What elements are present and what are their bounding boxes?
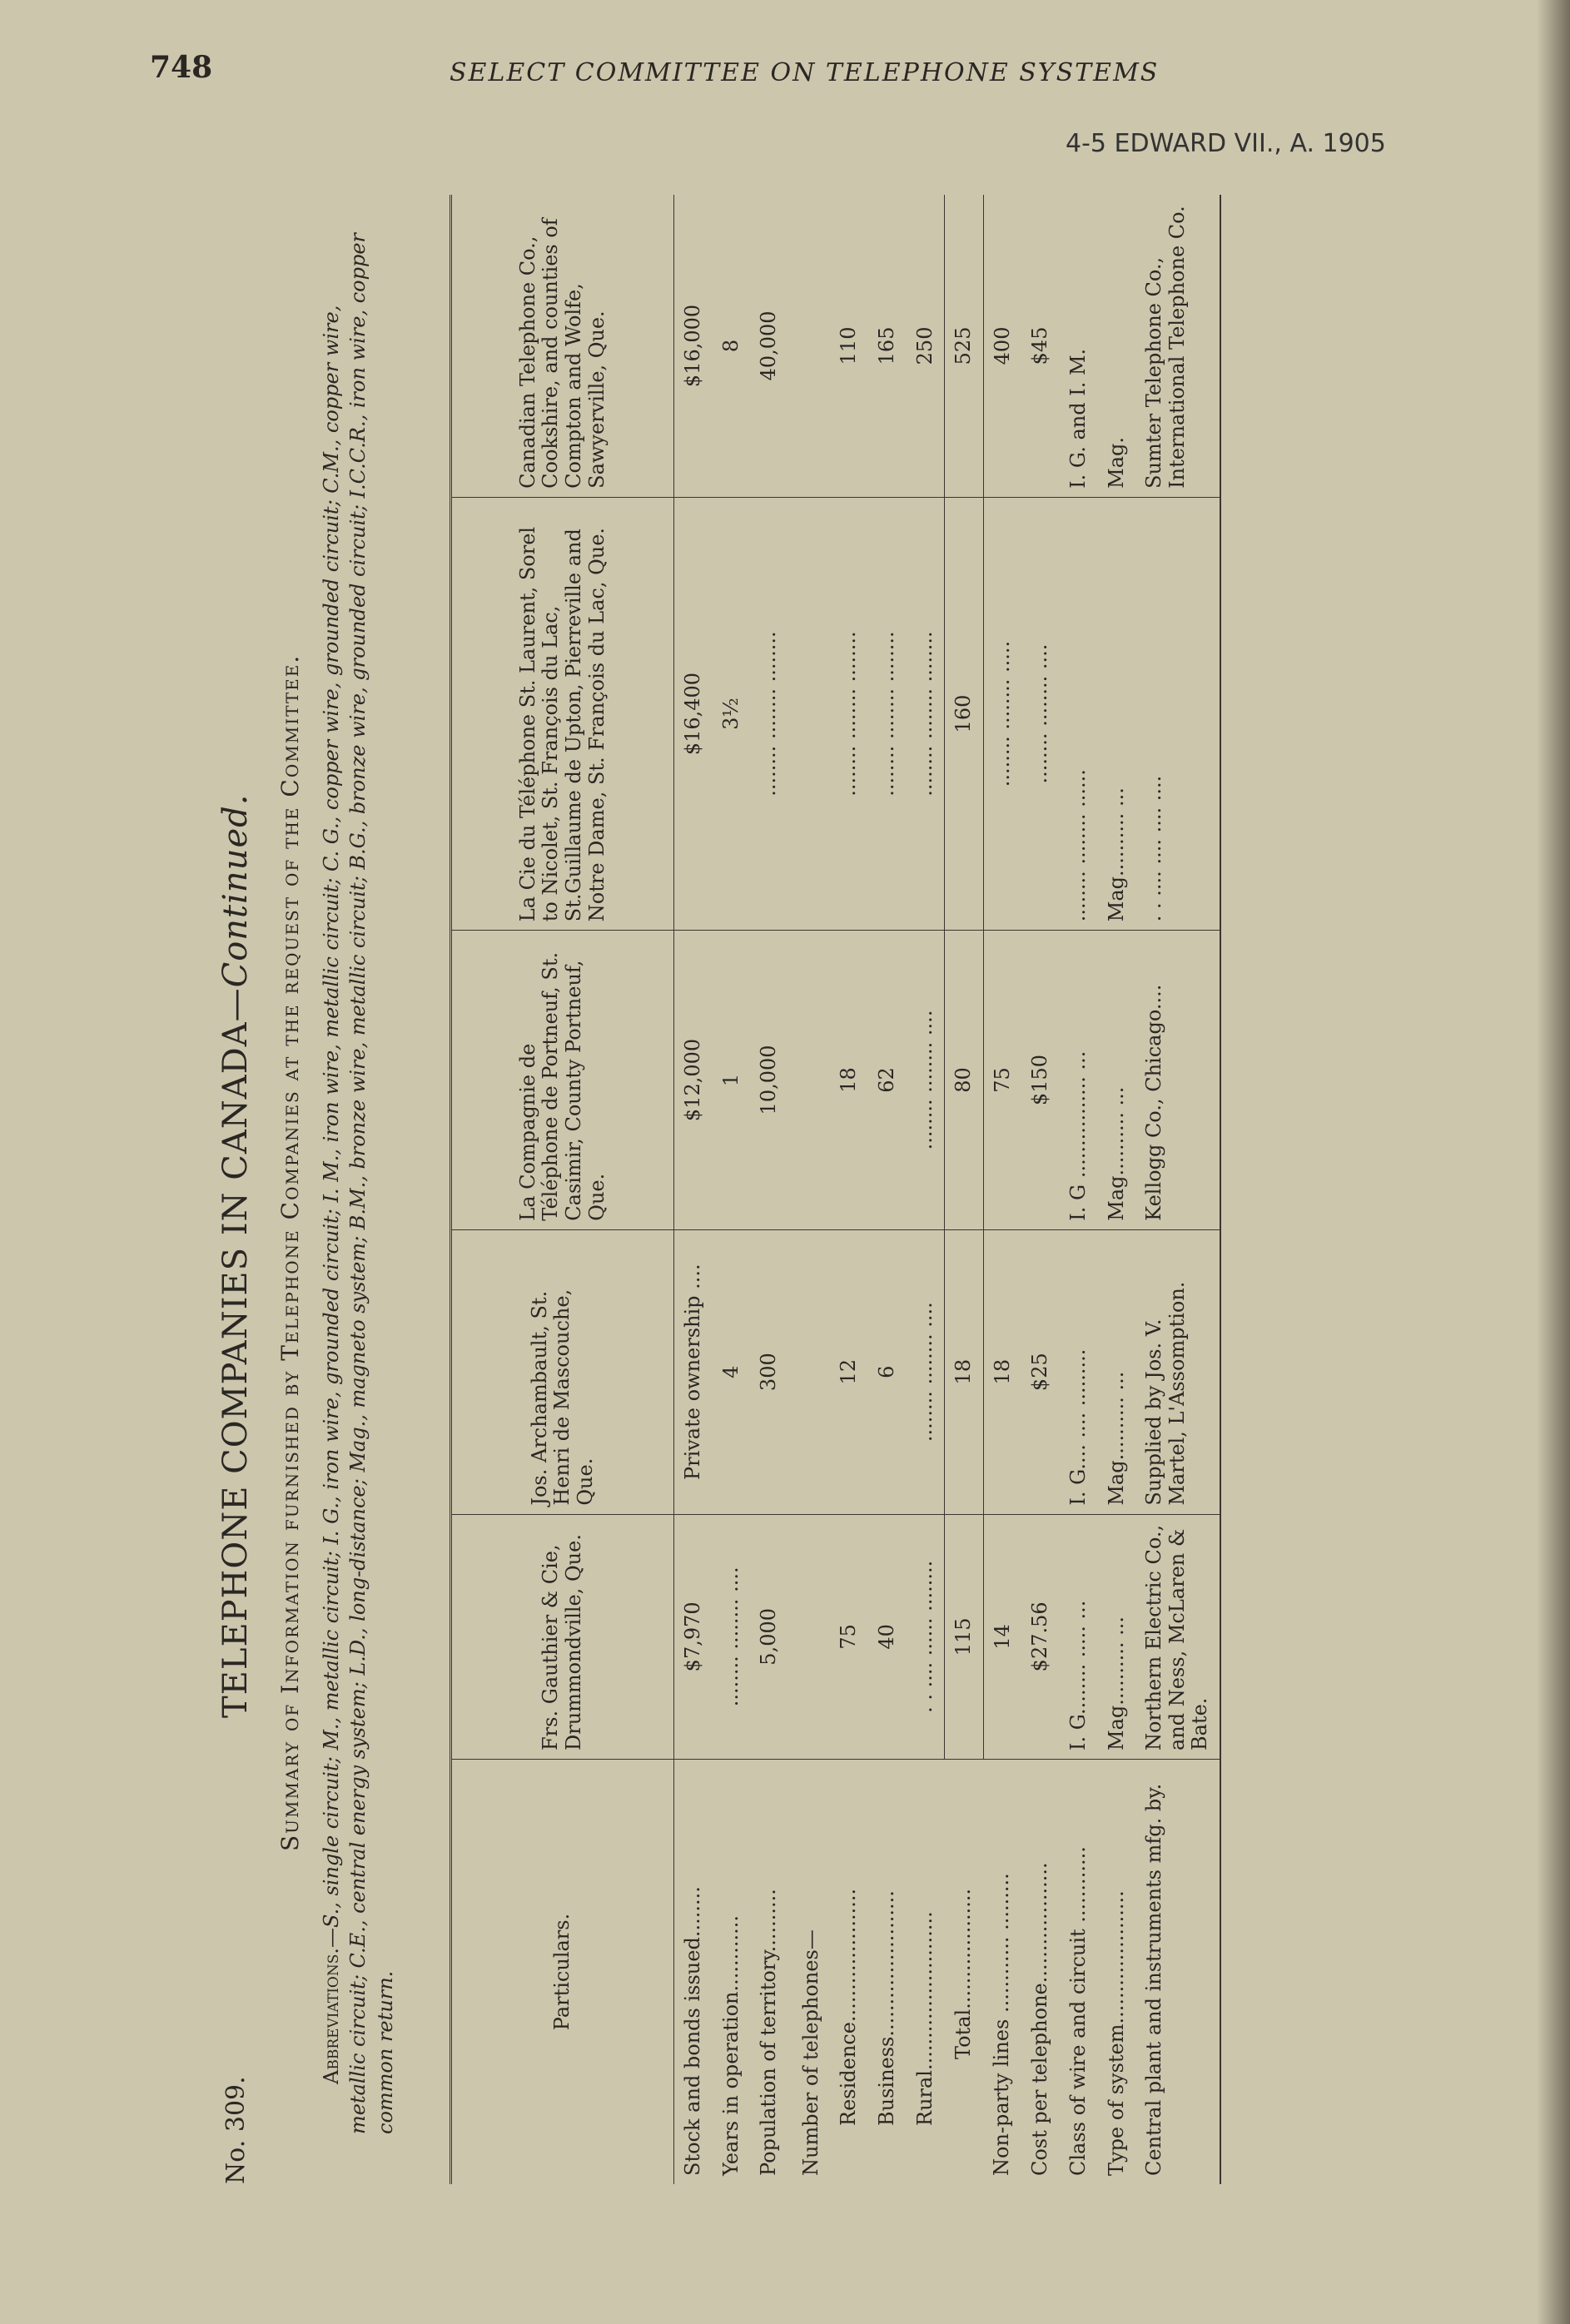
table-cell: 14 (983, 1514, 1021, 1759)
table-cell: 250 (907, 195, 945, 497)
title-main: TELEPHONE COMPANIES IN CANADA— (216, 987, 255, 1718)
row-label: Class of wire and circuit ............ (1066, 1846, 1090, 2176)
table-cell: 160 (945, 497, 984, 930)
table-cell (788, 931, 831, 1229)
table-cell: $16,000 (674, 195, 713, 497)
table-cell: Mag.......... ... (1098, 1514, 1136, 1759)
table-cell: . . .... .... .... .... (1135, 497, 1220, 930)
row-label: Cost per telephone................... (1028, 1862, 1052, 2176)
table-cell: Mag.......... ... (1098, 1229, 1136, 1514)
table-cell: . . .... ...... ........ (907, 1514, 945, 1759)
table-cell: 115 (945, 1514, 984, 1759)
table-cell: ........ ........ .... (907, 931, 945, 1229)
table-cell: 62 (868, 931, 907, 1229)
column-header-particulars: Particulars. (451, 1760, 674, 2185)
table-cell: 8 (713, 195, 751, 497)
table-cell: Mag.......... ... (1098, 931, 1136, 1229)
table-cell: I. G.... .... ......... (1060, 1229, 1098, 1514)
row-group-label: Number of telephones— (798, 1929, 822, 2176)
document-title (216, 794, 255, 1718)
table-cell: ........ ........ ........ (750, 497, 788, 930)
row-label: Rural......................... (912, 1911, 937, 2126)
table-cell: $16,400 (674, 497, 713, 930)
table-cell: ........ ........ .... (907, 1229, 945, 1514)
table-cell: Northern Electric Co., and Ness, McLaren & Bate. (1135, 1514, 1220, 1759)
table-cell: ........ ........ ........ (907, 497, 945, 930)
table-header-row (451, 195, 674, 2184)
table-cell: 12 (830, 1229, 868, 1514)
table-cell: 40,000 (750, 195, 788, 497)
table-cell: $25 (1021, 1229, 1060, 1514)
row-label: Business....................... (874, 1890, 898, 2126)
table-cell: 80 (945, 931, 984, 1229)
table-cell: Kellogg Co., Chicago.... (1135, 931, 1220, 1229)
table-cell (788, 497, 831, 930)
table-cell: Private ownership .... (674, 1229, 713, 1514)
column-header-company: Jos. Archambault, St. Henri de Mascouche, Que. (451, 1229, 674, 1514)
table-cell: ........ ........ ...... (1060, 497, 1098, 930)
table-row (868, 195, 907, 2184)
row-label: Population of territory.......... (757, 1889, 781, 2176)
row-label: Stock and bonds issued........ (681, 1886, 704, 2176)
table-cell: ........ ........ ..... (983, 497, 1021, 930)
row-label: Type of system..................... (1104, 1890, 1128, 2176)
session-info: 4-5 EDWARD VII., A. 1905 (1066, 129, 1386, 158)
row-label: Non-party lines ............ ......... (990, 1873, 1014, 2176)
table-cell (788, 1514, 831, 1759)
table-cell: Mag.......... ... (1098, 497, 1136, 930)
document-number: No. 309. (221, 2076, 251, 2184)
table-cell: $150 (1021, 931, 1060, 1229)
table-cell: 300 (750, 1229, 788, 1514)
abbreviations-text: —S., single circuit; M., metallic circuit; I. G., iron wire, grounded circuit; I. M., iron wire, metallic circuit; C. G., copper wire, grounded circuit; C.M., copper wire, metallic circuit; C.E., central energy system; L.D., long-distance; Mag., magneto system; B.M., bronze wire, metallic circuit; B.G., bronze wire, grounded circuit; I.C.C.R., iron wire, copper common return. (320, 232, 397, 2134)
table-row (907, 195, 945, 2184)
table-cell: 1 (713, 931, 751, 1229)
table-cell (788, 1229, 831, 1514)
column-header-company: Frs. Gauthier & Cie, Drummondville, Que. (451, 1514, 674, 1759)
column-header-company: Canadian Telephone Co., Cookshire, and counties of Compton and Wolfe, Sawyerville, Que. (451, 195, 674, 497)
table-cell: $12,000 (674, 931, 713, 1229)
rotated-table-block (201, 170, 1500, 2184)
table-cell: 4 (713, 1229, 751, 1514)
table-cell: Sumter Telephone Co., International Telephone Co. (1135, 195, 1220, 497)
table-cell: $7,970 (674, 1514, 713, 1759)
table-cell: $45 (1021, 195, 1060, 497)
running-title: SELECT COMMITTEE ON TELEPHONE SYSTEMS (450, 58, 1160, 87)
table-cell: 6 (868, 1229, 907, 1514)
table-row (1098, 195, 1136, 2184)
table-cell: I. G........ ..... ... (1060, 1514, 1098, 1759)
table-cell: 165 (868, 195, 907, 497)
table-cell: 18 (945, 1229, 984, 1514)
title-continued: Continued. (216, 793, 255, 988)
row-label: Residence..................... (837, 1888, 861, 2126)
summary-table (450, 195, 1221, 2184)
row-label: Central plant and instruments mfg. by. (1142, 1783, 1166, 2176)
table-row (830, 195, 868, 2184)
table-row (713, 195, 751, 2184)
table-cell: 10,000 (750, 931, 788, 1229)
column-header-company: La Cie du Téléphone St. Laurent, Sorel to Nicolet, St. François du Lac, St.Guillaume de Upton, Pierreville and Notre Dame, St. François du Lac, Que. (451, 497, 674, 930)
table-cell: 5,000 (750, 1514, 788, 1759)
table-cell: 75 (983, 931, 1021, 1229)
table-cell: Supplied by Jos. V. Martel, L'Assomption. (1135, 1229, 1220, 1514)
table-cell: 400 (983, 195, 1021, 497)
table-cell: 18 (983, 1229, 1021, 1514)
table-row (945, 195, 984, 2184)
table-cell: 110 (830, 195, 868, 497)
table-row (750, 195, 788, 2184)
table-cell: ........ ........ .... (1021, 497, 1060, 930)
document-subtitle: Summary of Information furnished by Telephone Companies at the request of the Committee. (276, 653, 304, 1851)
table-cell: 3½ (713, 497, 751, 930)
abbreviations-note (318, 220, 399, 2134)
page-gutter-shadow (1537, 0, 1570, 2324)
table-row (674, 195, 713, 2184)
table-cell: $27.56 (1021, 1514, 1060, 1759)
table-row (788, 195, 831, 2184)
row-label: Years in operation............ (718, 1914, 743, 2176)
table-cell: 75 (830, 1514, 868, 1759)
table-row (1060, 195, 1098, 2184)
table-cell (788, 195, 831, 497)
table-row (1135, 195, 1220, 2184)
table-cell: 40 (868, 1514, 907, 1759)
table-cell: ........ ........ ........ (868, 497, 907, 930)
column-header-company: La Compagnie de Téléphone de Portneuf, St. Casimir, County Portneuf, Que. (451, 931, 674, 1229)
abbreviations-lead: Abbreviations. (320, 1947, 343, 2084)
table-cell: I. G ................ ... (1060, 931, 1098, 1229)
table-cell: ........ ........ .... (713, 1514, 751, 1759)
table-cell: 18 (830, 931, 868, 1229)
table-cell: I. G. and I. M. (1060, 195, 1098, 497)
table-cell: Mag. (1098, 195, 1136, 497)
table-cell: 525 (945, 195, 984, 497)
page-number: 748 (150, 50, 213, 85)
table-row (983, 195, 1021, 2184)
table-cell: ........ ........ ........ (830, 497, 868, 930)
running-head (150, 50, 1498, 158)
table-row (1021, 195, 1060, 2184)
row-label: Total................... (951, 1888, 975, 2059)
